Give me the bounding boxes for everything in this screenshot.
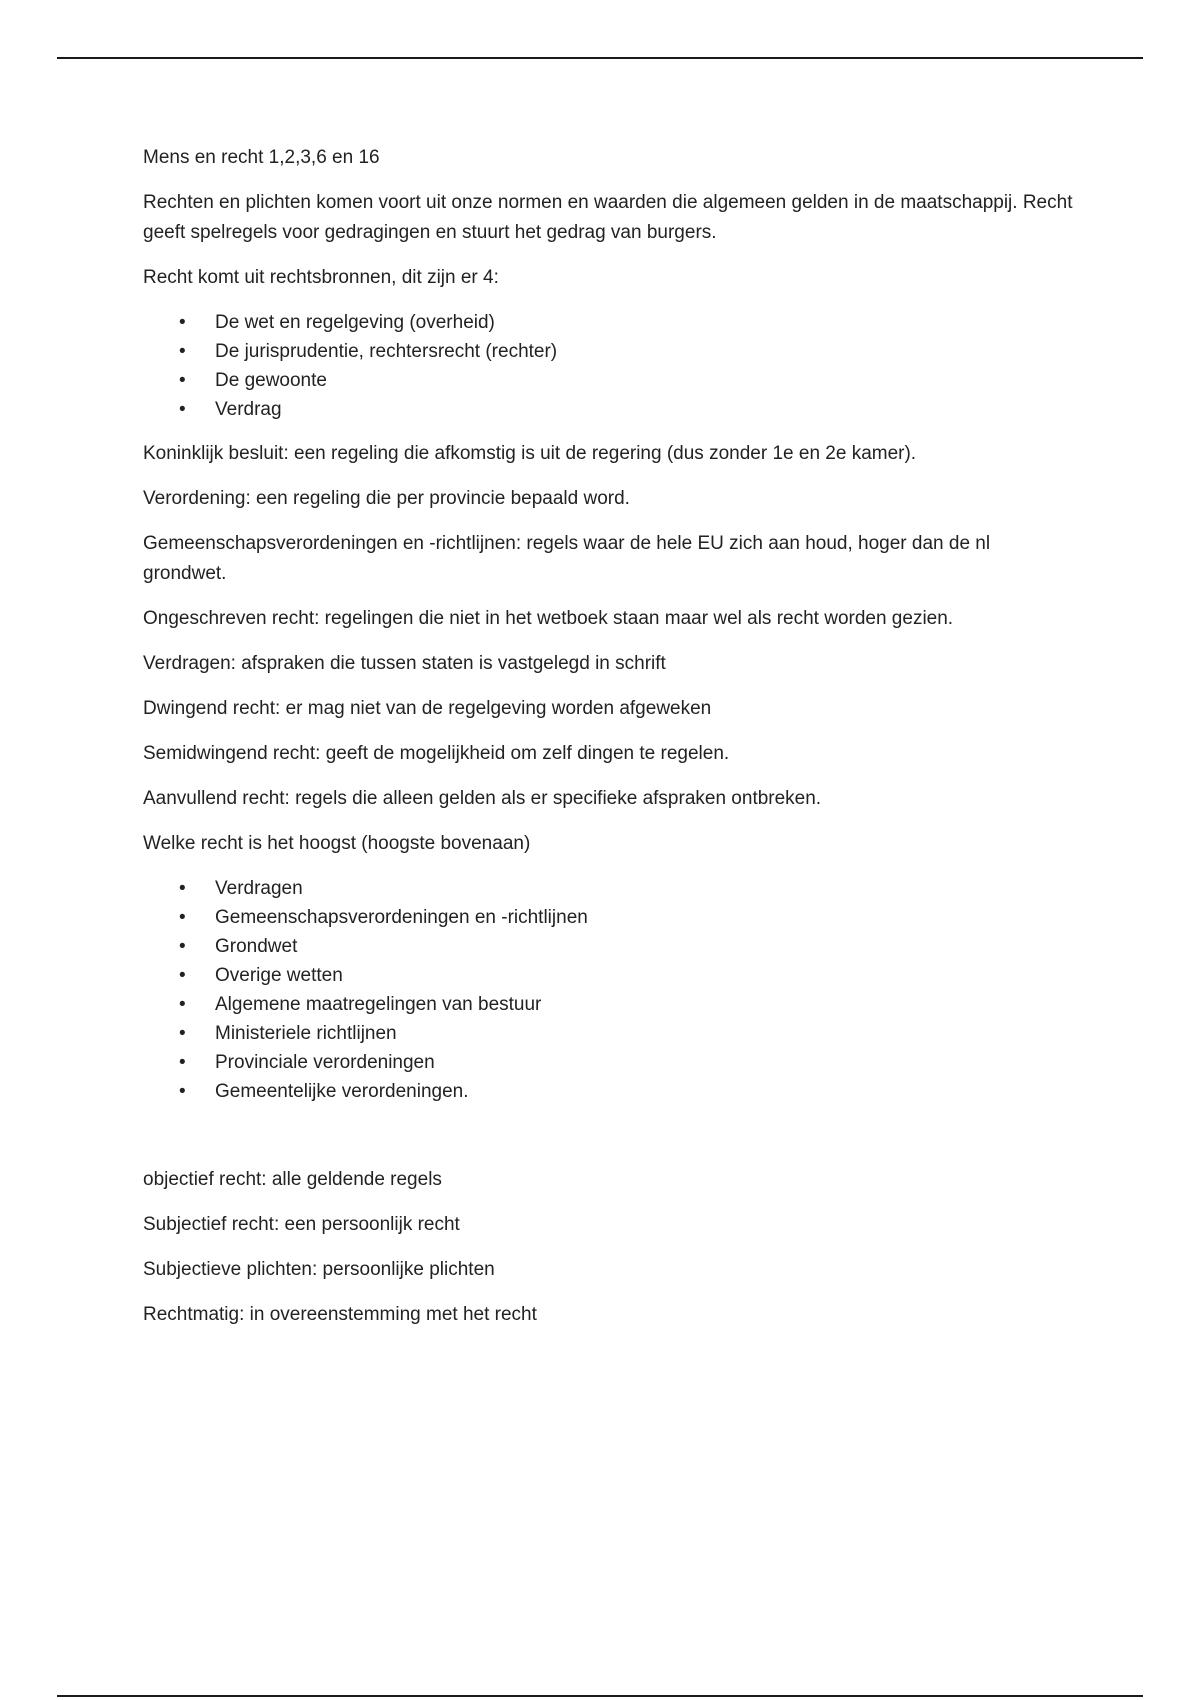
- list-item: • Overige wetten: [215, 961, 1073, 990]
- list-item: • Grondwet: [215, 932, 1073, 961]
- definition-paragraph: Aanvullend recht: regels die alleen gelden als er specifieke afspraken ontbreken.: [143, 788, 822, 809]
- list-item: • Gemeenschapsverordeningen en -richtlijnen: [215, 903, 1073, 932]
- list-item: • Provinciale verordeningen: [215, 1048, 1073, 1077]
- closing-paragraph: Rechtmatig: in overeenstemming met het recht: [143, 1304, 537, 1325]
- list-item: • De gewoonte: [215, 366, 1073, 395]
- definition-paragraph: Dwingend recht: er mag niet van de regelgeving worden afgeweken: [143, 698, 712, 719]
- definition-paragraph: Semidwingend recht: geeft de mogelijkheid om zelf dingen te regelen.: [143, 743, 730, 764]
- sources-intro: Recht komt uit rechtsbronnen, dit zijn er 4:: [143, 267, 499, 288]
- document-body: [143, 143, 1073, 1345]
- closing-paragraph: objectief recht: alle geldende regels: [143, 1169, 442, 1190]
- intro-paragraph: Rechten en plichten komen voort uit onze normen en waarden die algemeen gelden in de maatschappij. Recht geeft spelregels voor gedragingen en stuurt het gedrag van burgers.: [143, 192, 1073, 243]
- list-item: • Verdragen: [215, 874, 1073, 903]
- list-item: • Verdrag: [215, 395, 1073, 424]
- list-item: • De jurisprudentie, rechtersrecht (rechter): [215, 337, 1073, 366]
- footer-rule: [57, 1695, 1143, 1697]
- list-item: • De wet en regelgeving (overheid): [215, 308, 1073, 337]
- header-rule: [57, 57, 1143, 59]
- list-item: • Gemeentelijke verordeningen.: [215, 1077, 1073, 1106]
- hierarchy-list: [143, 874, 1073, 1106]
- definition-paragraph: Koninklijk besluit: een regeling die afkomstig is uit de regering (dus zonder 1e en 2e kamer).: [143, 443, 917, 464]
- definition-paragraph: Gemeenschapsverordeningen en -richtlijnen: regels waar de hele EU zich aan houd, hoger dan de nl grondwet.: [143, 533, 991, 584]
- list-item: • Ministeriele richtlijnen: [215, 1019, 1073, 1048]
- closing-paragraph: Subjectief recht: een persoonlijk recht: [143, 1214, 460, 1235]
- definition-paragraph: Verdragen: afspraken die tussen staten is vastgelegd in schrift: [143, 653, 666, 674]
- definition-paragraph: Ongeschreven recht: regelingen die niet in het wetboek staan maar wel als recht worden gezien.: [143, 608, 954, 629]
- list-item: • Algemene maatregelingen van bestuur: [215, 990, 1073, 1019]
- document-title: Mens en recht 1,2,3,6 en 16: [143, 147, 380, 168]
- definition-paragraph: Verordening: een regeling die per provincie bepaald word.: [143, 488, 630, 509]
- sources-list: [143, 308, 1073, 424]
- hierarchy-intro: Welke recht is het hoogst (hoogste bovenaan): [143, 833, 531, 854]
- blank-line: [143, 1121, 1073, 1165]
- closing-paragraph: Subjectieve plichten: persoonlijke plichten: [143, 1259, 495, 1280]
